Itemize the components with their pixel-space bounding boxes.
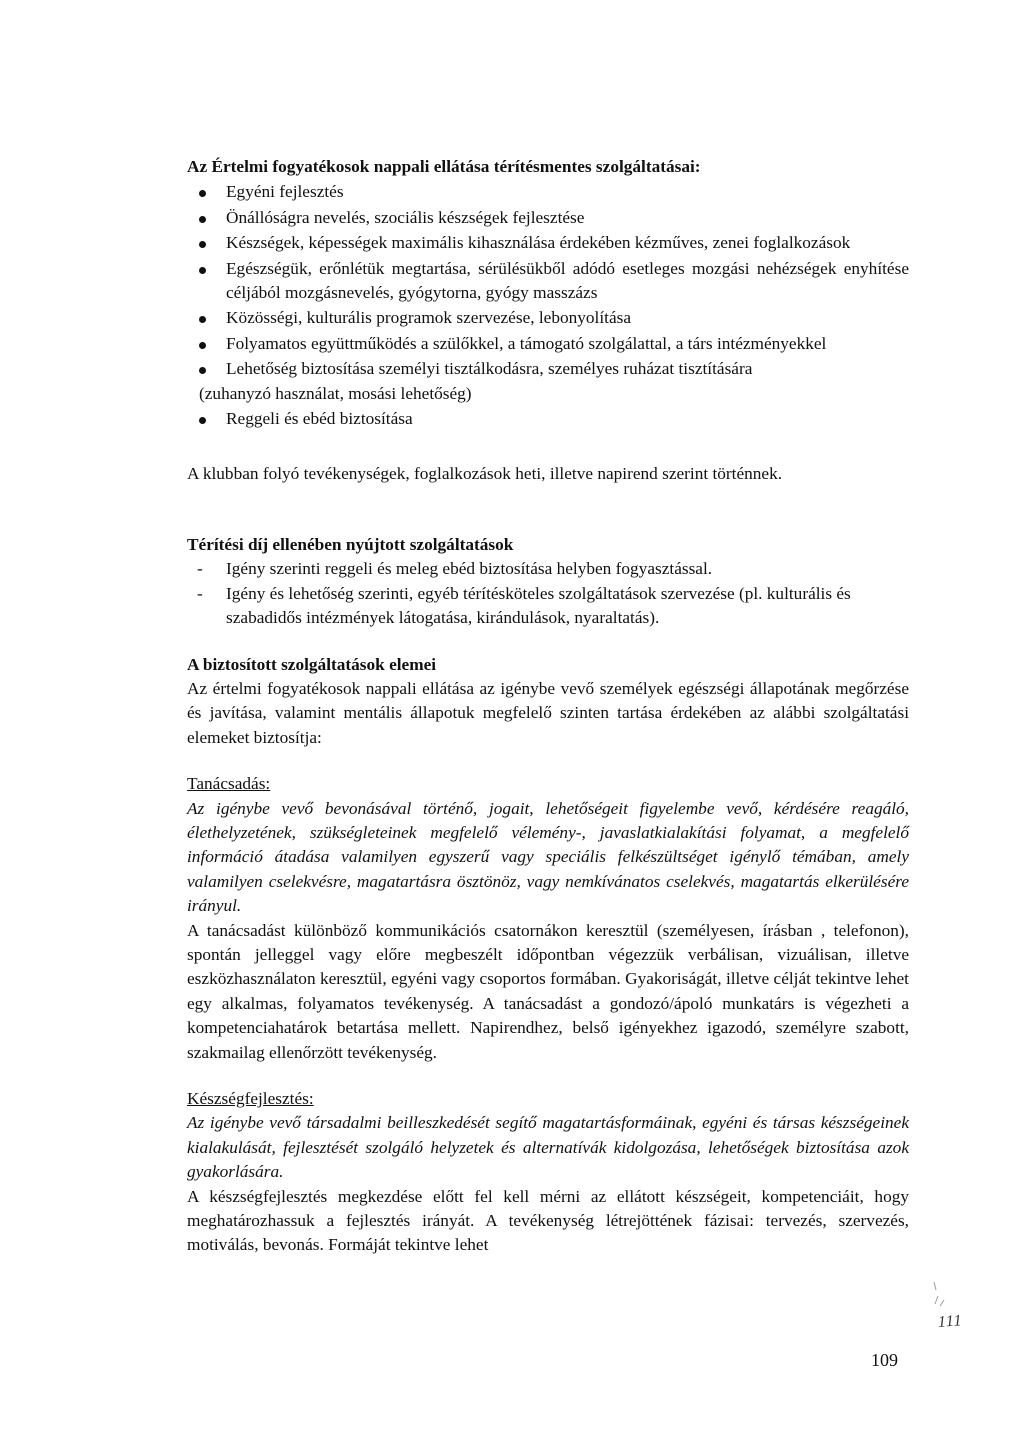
service-elements-paragraph: Az értelmi fogyatékosok nappali ellátása az igénybe vevő személyek egészségi állapotának megőrzése és javítása, valamint mentális állapotuk megfelelő szinten tartása érdekében az alábbi szolgáltatási elemeket biztosítja:	[187, 678, 909, 747]
list-item: Közösségi, kulturális programok szervezése, lebonyolítása	[187, 306, 909, 330]
list-item: Lehetőség biztosítása személyi tisztálkodásra, személyes ruházat tisztítására (zuhanyzó használat, mosási lehetőség)	[199, 359, 753, 403]
bullet-icon	[199, 267, 206, 274]
handwritten-page-number: 111	[937, 1312, 964, 1331]
dash-marker: -	[197, 583, 203, 603]
list-item: Folyamatos együttműködés a szülőkkel, a támogató szolgálattal, a társ intézményekkel	[187, 332, 909, 356]
section-heading-service-elements: A biztosított szolgáltatások elemei	[187, 654, 437, 674]
bullet-icon	[199, 342, 206, 349]
bullet-icon	[199, 241, 206, 248]
list-item: Egészségük, erőnlétük megtartása, sérülésükből adódó esetleges mozgási nehézségek enyhítése céljából mozgásnevelés, gyógytorna, gyógy masszázs	[187, 257, 909, 306]
counseling-paragraph: A tanácsadást különböző kommunikációs csatornákon keresztül (személyesen, írásban , telefonon), spontán jelleggel vagy előre megbeszélt időpontban végezzük verbálisan, vizuálisan, illetve eszközhasználaton keresztül, egyéni vagy csoportos formában. Gyakoriságát, illetve célját tekintve lehet egy alkalmas, folyamatos tevékenység. A tanácsadást a gondozó/ápoló munkatárs is végezheti a kompetenciahatárok betartása mellett. Napirendhez, belső igényekhez igazodó, személyre szabott, szakmailag ellenőrzött tevékenység.	[187, 920, 909, 1062]
counseling-definition: Az igénybe vevő bevonásával történő, jogait, lehetőségeit figyelembe vevő, kérdésére reagáló, élethelyzetének, szükségleteinek megfelelő vélemény-, javaslatkialakítási folyamat, a megfelelő információ átadása valamilyen egyszerű vagy speciális felkészültséget igénylő témában, amely valamilyen cselekvésre, magatartásra ösztönöz, vagy nemkívánatos cselekvés, magatartás elkerülésére irányul.	[187, 798, 909, 916]
page-number: 109	[871, 1350, 898, 1370]
list-item: Egyéni fejlesztés	[187, 180, 909, 204]
list-item: - Igény és lehetőség szerinti, egyéb térítésköteles szolgáltatások szervezése (pl. kulturális és szabadidős intézmények látogatása, kirándulások, nyaraltatás).	[197, 583, 851, 628]
bullet-icon	[199, 190, 206, 197]
list-item: - Igény szerinti reggeli és meleg ebéd biztosítása helyben fogyasztással.	[187, 557, 909, 581]
bullet-icon	[199, 417, 206, 424]
dash-marker: -	[197, 559, 203, 579]
section-heading-paid-services: Térítési díj ellenében nyújtott szolgáltatások	[187, 534, 514, 554]
section-heading-free-services: Az Értelmi fogyatékosok nappali ellátása térítésmentes szolgáltatásai:	[187, 157, 701, 176]
bullet-icon	[199, 216, 206, 223]
free-services-list	[187, 180, 909, 431]
bullet-icon	[199, 367, 206, 374]
list-item: Reggeli és ebéd biztosítása	[187, 407, 909, 431]
list-item: Készségek, képességek maximális kihasználása érdekében kézműves, zenei foglalkozások	[187, 231, 909, 255]
skill-development-definition: Az igénybe vevő társadalmi beilleszkedését segítő magatartásformáinak, egyéni és társas készségeinek kialakulását, fejlesztését szolgáló helyzetek és alternatívák kidolgozása, lehetőségek biztosítása azok gyakorlására.	[187, 1113, 909, 1182]
subheading-counseling: Tanácsadás:	[187, 774, 271, 794]
subheading-skill-development: Készségfejlesztés:	[187, 1089, 314, 1108]
skill-development-paragraph: A készségfejlesztés megkezdése előtt fel kell mérni az ellátott készségeit, kompetenciáit, hogy meghatározhassuk a fejlesztés irányát. A tevékenység létrejöttének fázisai: tervezés, szervezés, motiválás, bevonás. Formáját tekintve lehet	[187, 1186, 909, 1255]
list-item: Önállóságra nevelés, szociális készségek fejlesztése	[187, 206, 909, 230]
page-content	[187, 155, 909, 1258]
bullet-icon	[199, 316, 206, 323]
closing-paragraph: A klubban folyó tevékenységek, foglalkozások heti, illetve napirend szerint történnek.	[187, 464, 783, 484]
paid-services-list	[187, 557, 909, 630]
